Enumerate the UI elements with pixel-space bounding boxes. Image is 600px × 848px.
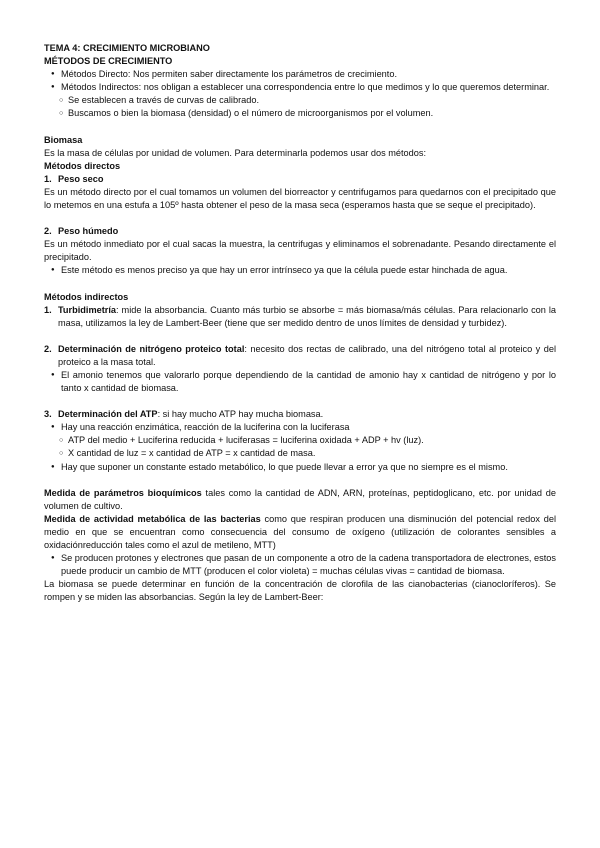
list-item: ● Se producen protones y electrones que pasan de un componente a otro de la cadena transportadora de electrones, estos puede producir un cambio de MTT (producen el color violeta) = muchas células vivas = cantidad de biomasa. [44, 552, 556, 578]
paragraph-atp: 3. Determinación del ATP: si hay mucho ATP hay mucha biomasa. [44, 409, 324, 420]
atp-list [44, 421, 556, 473]
subheading-indirectos: Métodos indirectos [44, 291, 129, 302]
actividad-list [44, 552, 556, 578]
paragraph-clorofila: La biomasa se puede determinar en función de la concentración de clorofila de las cianobacterias (cianocloríferos). Se rompen y se miden las absorbancias. Según la ley de Lambert-Beer: [44, 579, 556, 603]
item-heading-peso-seco: 1. Peso seco [44, 173, 104, 184]
paragraph-peso-humedo: Es un método inmediato por el cual sacas la muestra, la centrifugas y eliminamos el sobrenadante. Pesando directamente el precipitado. [44, 239, 556, 263]
biomasa-intro: Es la masa de células por unidad de volumen. Para determinarla podemos usar dos métodos: [44, 147, 427, 158]
paragraph-nitrogeno: 2. Determinación de nitrógeno proteico total: necesito dos rectas de calibrado, una del nitrógeno total al proteico y del proteico a la masa total. [44, 343, 556, 367]
list-item: ● Hay que suponer un constante estado metabólico, lo que puede llevar a error ya que no siempre es el mismo. [44, 461, 556, 474]
paragraph-peso-seco: Es un método directo por el cual tomamos un volumen del biorreactor y centrifugamos para quedarnos con el precipitado que lo metemos en una estufa a 105º hasta obtener el peso de la masa seca (esperamos hasta que se seque el precipitado). [44, 186, 556, 211]
sub-list-item: ○ Buscamos o bien la biomasa (densidad) o el número de microorganismos por el volumen. [44, 107, 556, 120]
section-heading-biomasa: Biomasa [44, 134, 83, 145]
list-item: ● Este método es menos preciso ya que hay un error intrínseco ya que la célula puede estar hinchada de agua. [44, 264, 556, 277]
list-item: ● Métodos Indirectos: nos obligan a establecer una correspondencia entre lo que medimos y lo que queremos determinar. [44, 81, 556, 94]
nitrogeno-list [44, 369, 556, 395]
list-item: ● Hay una reacción enzimática, reacción de la luciferina con la luciferasa [44, 421, 556, 434]
metodos-list [44, 68, 556, 120]
list-item: ● Métodos Directo: Nos permiten saber directamente los parámetros de crecimiento. [44, 68, 556, 81]
paragraph-turbidimetria: 1. Turbidimetría: mide la absorbancia. Cuanto más turbio se absorbe = más biomasa/más células. Para relacionarlo con la masa, utilizamos la ley de Lambert-Beer (tiene que ser medido dentro de unos límites de densidad y turbidez). [44, 304, 556, 328]
subheading-directos: Métodos directos [44, 160, 121, 171]
paragraph-actividad: Medida de actividad metabólica de las bacterias como que respiran producen una disminución del potencial redox del medio en que se encuentran como consecuencia del consumo de oxígeno (utilización de colorantes sensibles a oxidaciónreducción tales como el azul de metileno, MTT) [44, 513, 557, 550]
list-item: ● El amonio tenemos que valorarlo porque dependiendo de la cantidad de amonio hay x cantidad de nitrógeno y por lo tanto x cantidad de biomasa. [44, 369, 556, 395]
page-title: TEMA 4: CRECIMIENTO MICROBIANO [44, 43, 210, 53]
sub-list-item: ○ X cantidad de luz = x cantidad de ATP = x cantidad de masa. [44, 447, 556, 460]
sub-list-item: ○ ATP del medio + Luciferina reducida + luciferasas = luciferina oxidada + ADP + hv (luz). [44, 434, 556, 447]
sub-list-item: ○ Se establecen a través de curvas de calibrado. [44, 94, 556, 107]
section-heading-metodos: MÉTODOS DE CRECIMIENTO [44, 56, 173, 67]
paragraph-parametros: Medida de parámetros bioquímicos tales como la cantidad de ADN, ARN, proteínas, peptidoglicano, etc. por unidad de volumen de cultivo. [44, 487, 556, 511]
item-heading-peso-humedo: 2. Peso húmedo [44, 226, 119, 237]
peso-humedo-list [44, 264, 556, 277]
